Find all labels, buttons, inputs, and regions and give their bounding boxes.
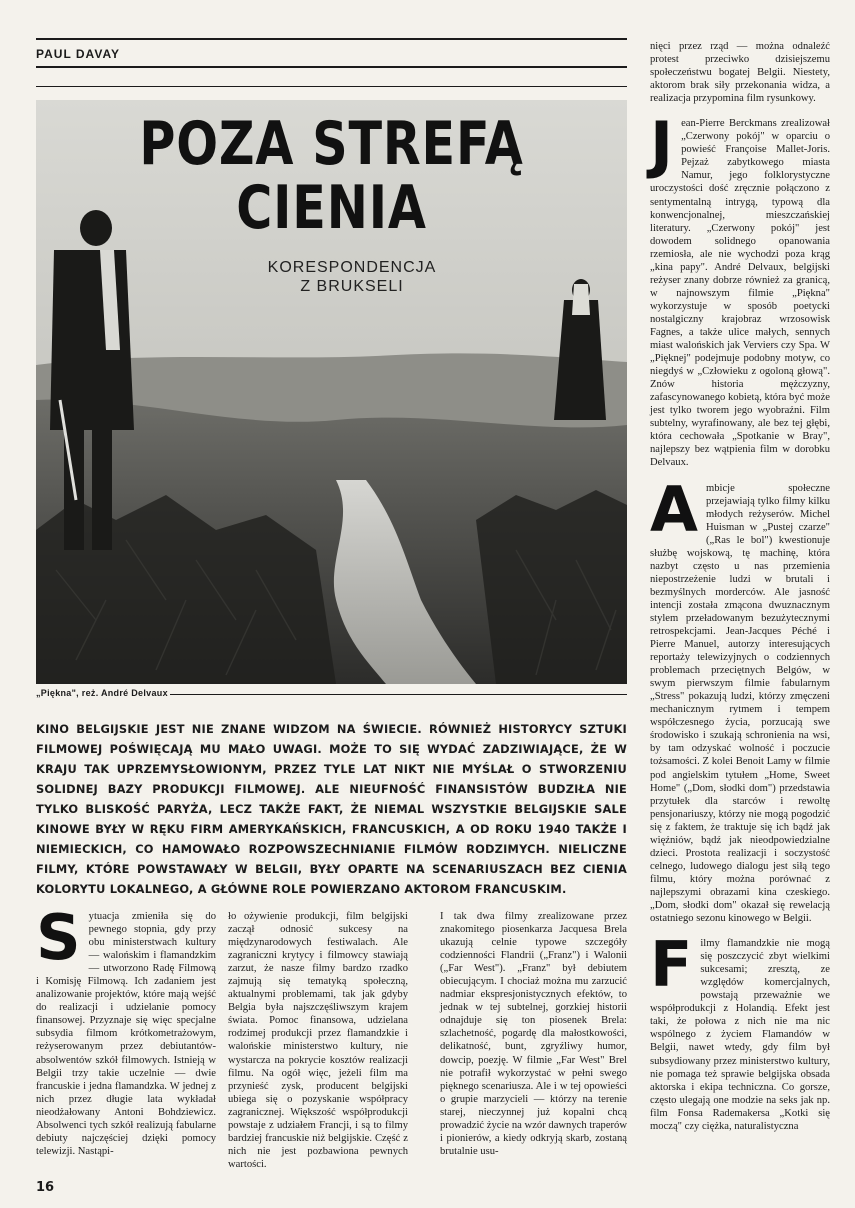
continuation-paragraph: nięci przez rząd — można odnaleźć protest przeciwko dzisiejszemu społeczeństwu bogatej Belgii. Niestety, aktorom brak siły przekonania widza, a realizacja przypomina film rysunkowy. xyxy=(650,41,830,105)
drop-cap-f: F xyxy=(650,928,693,1002)
paragraph-flamandzkie-text: ilmy flamandzkie nie mogą się poszczycić zbyt wielkimi sukcesami; zresztą, ze względów komercjalnych, powstają przeważnie we współprodukcji z Holandią. Efekt jest taki, że połowa z nich nie ma nic wspólnego z życiem Flamandów w Belgii, nawet wtedy, gdy film był subsydiowany przez ministerstwo kultury, nie pomaga też sprawie belgijska obsada aktorska i ekipa techniczna. Co gorsze, często ulegają one modzie na seks jak np. film Fonsa Rademakersa „Kotki się moczą" czy ciężka, naturalistyczna xyxy=(650,938,830,1132)
article-photo xyxy=(36,100,627,684)
photo-caption: „Piękna", reż. André Delvaux xyxy=(36,688,168,698)
top-rule-left xyxy=(36,38,627,40)
bottom-column-2 xyxy=(228,910,408,1171)
kicker-line-2: Z BRUKSELI xyxy=(300,278,404,295)
page-number: 16 xyxy=(36,1180,55,1195)
paragraph-berckmans xyxy=(650,108,830,469)
paragraph-ozywienie: ło ożywienie produkcji, film belgijski zaczął odnosić sukcesy na międzynarodowych festiwalach. Ale zagraniczni krytycy i filmowcy stawiają zarzut, że nasze filmy bardzo rzadko zajmują się tematyką społeczną, aktualnymi problemami, tak jak gdyby Belgia była najszczęśliwszym krajem świata. Pomoc finansowa, udzielana rodzimej produkcji przez flamandzkie i walońskie ministerstwo kultury, nie wystarcza na pokrycie kosztów realizacji filmu. Na ogół więc, jeżeli film ma przynieść zysk, producent belgijski ubiega się o pozyskanie współpracy zagranicznej. Większość współprodukcji powstaje z udziałem Francji, i są to filmy bardziej francuskie niż belgijskie. Część z nich nie jest pozbawiona pewnych wartości. xyxy=(228,911,408,1170)
article-headline xyxy=(89,109,574,243)
kicker-line-1: KORESPONDENCJA xyxy=(267,259,437,276)
caption-rule xyxy=(170,694,627,695)
paragraph-berckmans-text: ean-Pierre Berckmans zrealizował „Czerwony pokój" w oparciu o powieść Françoise Mallet-Joris. Pejzaż zabytkowego miasta Namur, jego folklorystyczne uroczystości dość zręcznie połączono z sentymentalną intrygą, typową dla konwencjonalnej, mieszczańskiej literatury. „Czerwony pokój" jest dowodem solidnego opanowania rzemiosła, ale nie wychodzi poza krąg „kina papy". André Delvaux, belgijski reżyser znany dobrze również za granicą, w najnowszym filmie „Piękna" wykorzystuje w sposób poetycki nostalgiczny krajobraz wrzosowisk Fagnes, a także ulice małych, sennych miast walońskich jak Verviers czy Spa. W „Pięknej" podejmuje podobny motyw, co niegdyś w „Człowieku z ogoloną głową". Znów historia mężczyzny, zafascynowanego kobietą, która być może jest tylko tworem jego wyobraźni. Film subtelny, wyrafinowany, ale bez tej głębi, która cechowała „Spotkanie w Bray", najlepszy bez wątpienia film w dorobku Delvaux. xyxy=(650,118,830,469)
paragraph-ambicje xyxy=(650,472,830,926)
drop-cap-j: J xyxy=(650,108,674,182)
paragraph-flamandzkie xyxy=(650,928,830,1133)
bottom-column-3 xyxy=(440,910,627,1158)
headline-line-1: POZA STREFĄ xyxy=(139,109,524,179)
right-column xyxy=(650,40,830,1133)
headline-line-2: CIENIA xyxy=(236,173,427,243)
author-name: PAUL DAVAY xyxy=(36,47,121,61)
paragraph-brel: I tak dwa filmy zrealizowane przez znakomitego piosenkarza Jacquesa Brela ukazują celnie typowe szczegóły codzienności Flandrii („Franz") i Walonii („Far West"). „Franz" był debiutem obiecującym. I chociaż można mu zarzucić nadmiar ekspresjonistycznych efektów, to jednak w tej subtelnej, gorzkiej historii odnajduje się ton piosenek Brela: szlachetność, pogardę dla małostkowości, delikatność, bunt, zgryźliwy humor, dowcip, poezję. W filmie „Far West" Brel nie potrafił wykorzystać w pełni swego pięknego scenariusza. Ale i w tej opowieści o grupie marzycieli — którzy na terenie starej, nieczynnej już kopalni chcą prowadzić życie na wzór dawnych traperów i pionierów, a kiedy odkryją skarb, zostaną brutalnie usu- xyxy=(440,911,627,1157)
paragraph-ambicje-text: mbicje społeczne przejawiają tylko filmy kilku młodych reżyserów. Michel Huisman w „Pustej czarze" („Ras le bol") kwestionuje służbę wojskową, tę machinę, która nazbyt często u nas przemienia niepostrzeżenie ludzi w brutali i bezmyślnych morderców. Ale jasność intencji została zmącona dwuznacznym stylem przeładowanym bezużytecznymi retrospekcjami. Jean-Jacques Péché i Pierre Manuel, autorzy interesujących reportaży telewizyjnych o codziennych problemach przeciętnych Belgów, w swym pierwszym filmie fabularnym „Stress" pokazują ludzi, którzy zmęczeni mechanicznym rytmem i tempem współczesnego życia, porzucają swe środowisko i szukają schronienia na wsi, by tam odzyskać wolność i poczucie tożsamości. Z kolei Benoit Lamy w filmie pod angielskim tytułem „Home, Sweet Home" („Dom, słodki dom") przedstawia przytułek dla starców i rewoltę pensjonariuszy, którzy nie mogą pogodzić się z faktem, że traktuje się ich bądź jak więźniów, bądź jak nieodpowiedzialne dzieci. Prostota realizacji i soczystość celnego, ludowego dialogu jest siłą tego filmu, który można porównać z najlepszymi obrazami kina czeskiego. „Dom, słodki dom" okazał się rewelacją ostatniego sezonu kinowego w Belgii. xyxy=(650,482,830,925)
paragraph-sytuacja xyxy=(36,901,216,1158)
kicker xyxy=(252,258,452,296)
author-rule-second xyxy=(36,86,627,87)
lead-paragraph: KINO BELGIJSKIE JEST NIE ZNANE WIDZOM NA ŚWIECIE. RÓWNIEŻ HISTORYCY SZTUKI FILMOWEJ POŚWIĘCAJĄ MU MAŁO UWAGI. MOŻE TO SIĘ WYDAĆ ZADZIWIAJĄCE, ŻE W KRAJU TAK UPRZEMYSŁOWIONYM, PRZEZ TYLE LAT NIKT NIE MYŚLAŁ O STWORZENIU SOLIDNEJ BAZY PRODUKCJI FILMOWEJ. ALE NIEUFNOŚĆ FINANSISTÓW BUDZIŁA NIE TYLKO BLISKOŚĆ PARYŻA, LECZ TAKŻE FAKT, ŻE NIEMAL WSZYSTKIE BELGIJSKIE SALE KINOWE BYŁY W RĘKU FIRM AMERYKAŃSKICH, FRANCUSKICH, A OD ROKU 1940 TAKŻE I NIEMIECKICH, CO HAMOWAŁO ROZPOWSZECHNIANIE FILMÓW RODZIMYCH. NIELICZNE FILMY, KTÓRE POWSTAWAŁY W BELGII, BYŁY OPARTE NA SCENARIUSZACH BEZ CIENIA KOLORYTU LOKALNEGO, A GŁÓWNE ROLE POWIERZANO AKTOROM FRANCUSKIM. xyxy=(36,722,627,896)
author-rule xyxy=(36,66,627,68)
drop-cap-s: S xyxy=(36,901,81,974)
paragraph-sytuacja-text: ytuacja zmieniła się do pewnego stopnia, gdy przy obu ministerstwach kultury — walońskim i flamandzkim — utworzono Radę Filmową i Komisję Filmową. Ich zadaniem jest analizowanie projektów, które mają wejść do realizacji i udzielanie pomocy finansowej. Przyznaje się więc specjalne subsydia filmom krótkometrażowym, reżyserowanym przez debiutantów-absolwentów szkół filmowych. Istnieją w Belgii trzy takie uczelnie — dwie francuskie i jedna flamandzka. W jednej z nich przez długie lata wykładał nieodżałowany Antoni Bohdziewicz. Absolwenci tych szkół realizują fabularne debiuty najczęściej dzięki pomocy telewizji. Nastąpi- xyxy=(36,911,216,1157)
drop-cap-a: A xyxy=(650,472,698,546)
bottom-column-1 xyxy=(36,901,216,1158)
